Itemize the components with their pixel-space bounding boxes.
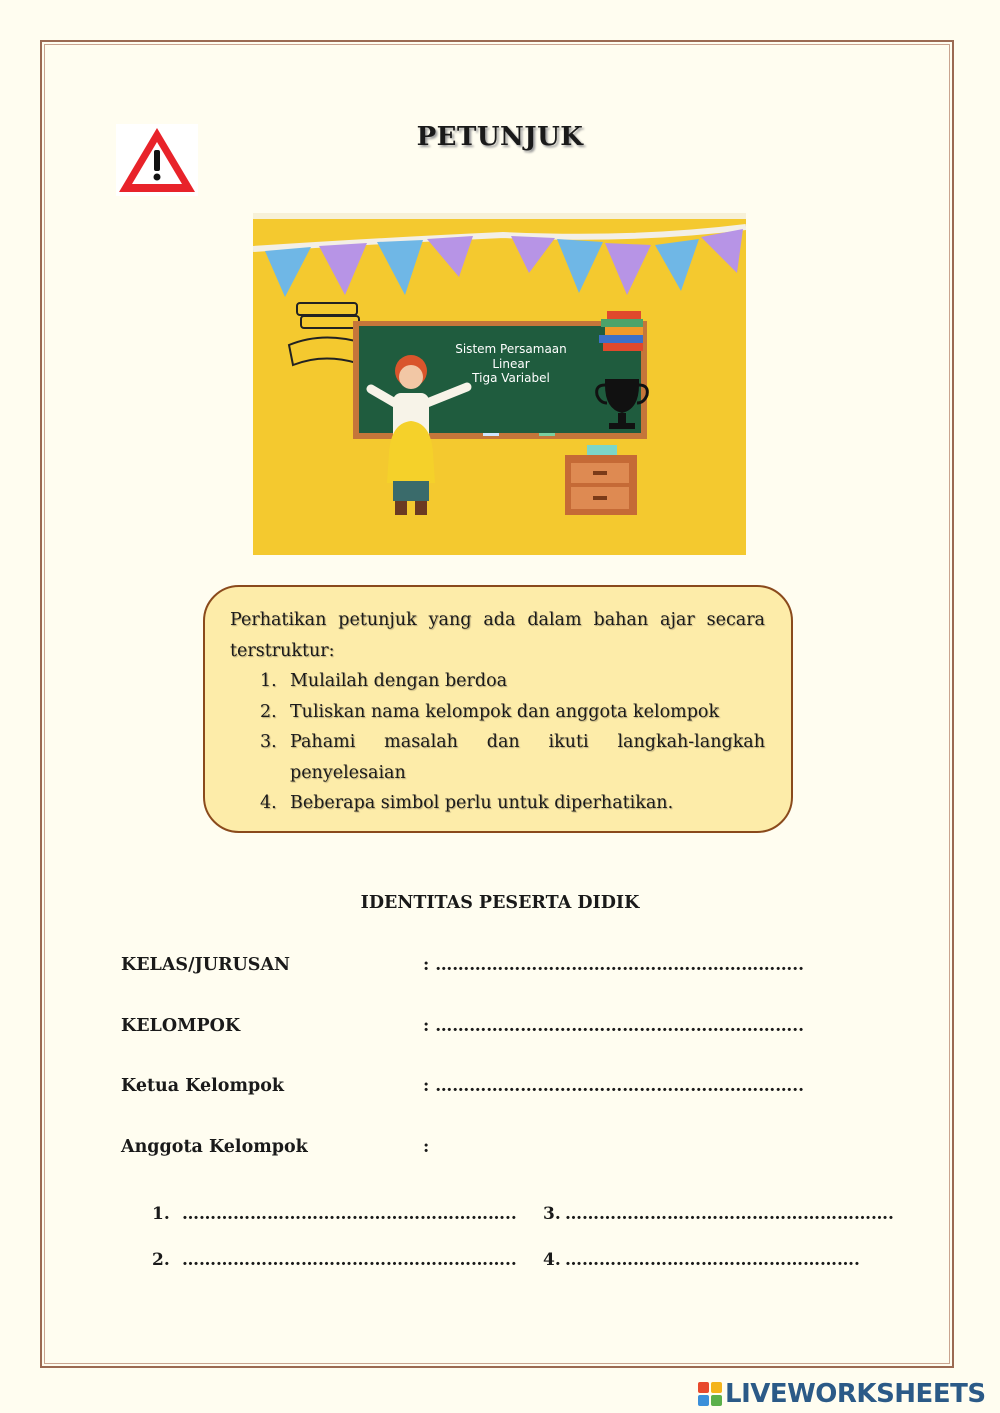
instructions-intro: Perhatikan petunjuk yang ada dalam bahan ajar secara terstruktur: (230, 610, 765, 661)
list-item (230, 727, 765, 788)
list-item-number: 1. (260, 671, 277, 691)
group-input[interactable]: : ……………………………………………………….. (423, 1016, 805, 1036)
liveworksheets-logo-icon (698, 1382, 722, 1406)
instructions-box (203, 585, 793, 833)
member-line: …………………………………………………. (565, 1204, 894, 1224)
group-label: KELOMPOK (121, 1016, 241, 1036)
member-line: ………………………………………………….. (182, 1250, 517, 1270)
list-item-number: 4. (260, 793, 277, 813)
list-item (230, 697, 765, 728)
group-members-colon: : (423, 1137, 430, 1157)
list-item-text: Mulailah dengan berdoa (290, 671, 508, 691)
member-number: 2. (152, 1250, 170, 1270)
identity-section-title: IDENTITAS PESERTA DIDIK (360, 893, 640, 913)
member-number: 1. (152, 1204, 170, 1224)
list-item (230, 788, 765, 819)
group-leader-input[interactable]: : ……………………………………………………….. (423, 1076, 805, 1096)
member-line: ……………………………………………. (565, 1250, 860, 1270)
list-item-text: Tuliskan nama kelompok dan anggota kelompok (290, 701, 720, 722)
member-input-4[interactable] (543, 1250, 860, 1270)
group-leader-label: Ketua Kelompok (121, 1076, 285, 1096)
board-text-line3: Tiga Variabel (472, 371, 550, 385)
class-input[interactable]: : ……………………………………………………….. (423, 955, 805, 975)
member-number: 3. (543, 1204, 561, 1224)
member-input-1[interactable] (152, 1204, 517, 1224)
brand-name: LIVEWORKSHEETS (725, 1379, 986, 1409)
board-text-line1: Sistem Persamaan (455, 342, 567, 356)
list-item (230, 666, 765, 697)
instructions-list (230, 666, 765, 819)
member-line: ………………………………………………….. (182, 1204, 517, 1224)
list-item-number: 3. (260, 732, 277, 752)
member-input-3[interactable] (543, 1204, 894, 1224)
class-label: KELAS/JURUSAN (121, 955, 291, 975)
member-input-2[interactable] (152, 1250, 517, 1270)
liveworksheets-logo[interactable] (698, 1378, 986, 1410)
list-item-number: 2. (260, 701, 277, 722)
desk-icon (565, 445, 637, 515)
classroom-illustration (253, 213, 746, 555)
group-members-label: Anggota Kelompok (121, 1137, 308, 1157)
list-item-text: Pahami masalah dan ikuti langkah-langkah penyelesaian (290, 732, 765, 783)
member-number: 4. (543, 1250, 561, 1270)
board-text-line2: Linear (492, 357, 530, 371)
page-title: PETUNJUK (416, 122, 584, 152)
list-item-text: Beberapa simbol perlu untuk diperhatikan. (290, 793, 674, 813)
